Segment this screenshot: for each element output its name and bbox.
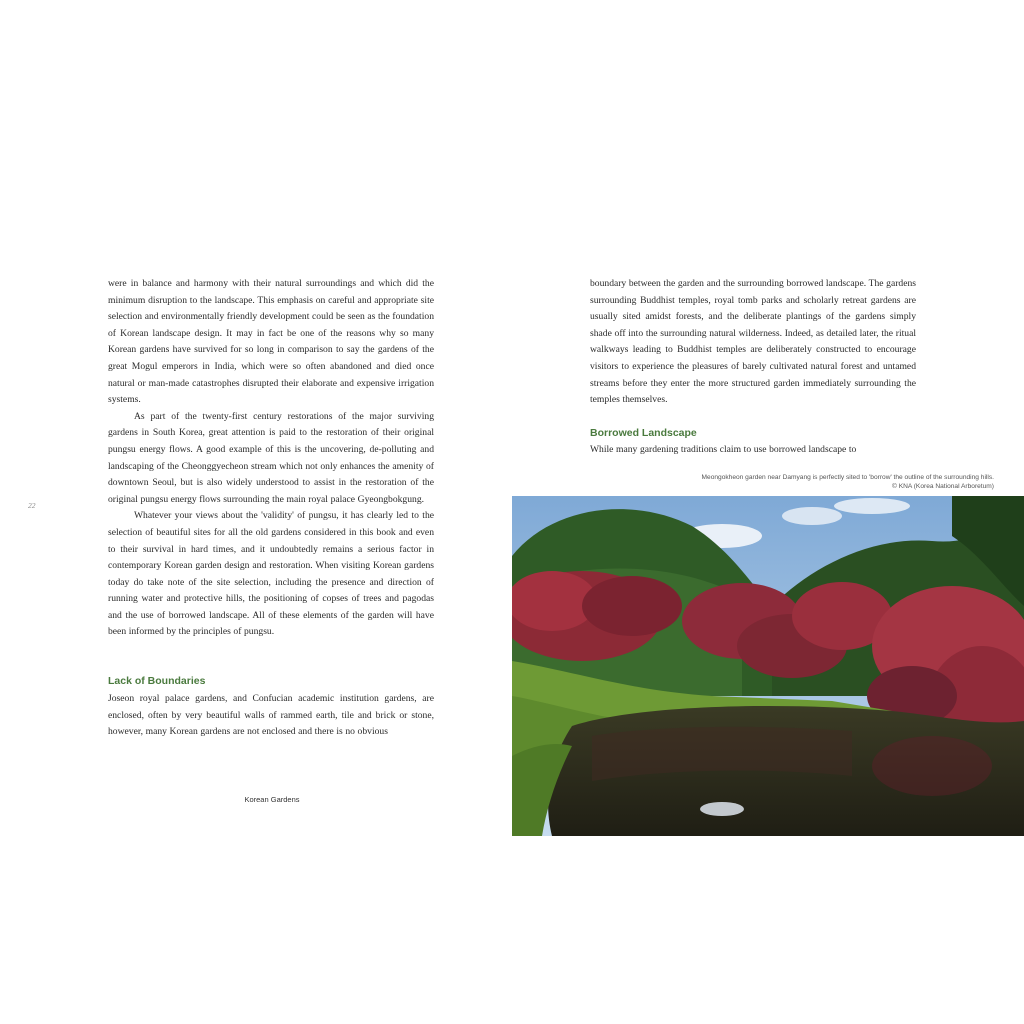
paragraph: While many gardening traditions claim to use borrowed landscape to (590, 444, 857, 455)
paragraph: Whatever your views about the 'validity' of pungsu, it has clearly led to the selection of beautiful sites for all the old gardens considered in this book and even to their survival in hard times, and it undoubtedly remains a serious factor in contemporary Korean garden design and restoration. When visiting Korean gardens today do take note of the site selection, including the presence and direction of running water and protective hills, the positioning of copses of trees and pagodas and the use of borrowed landscape. All of these elements of the garden will have been informed by the principles of pungsu. (108, 510, 434, 638)
section-heading-lack-of-boundaries: Lack of Boundaries (108, 675, 206, 687)
left-column-text (108, 276, 434, 641)
paragraph: Joseon royal palace gardens, and Confucian academic institution gardens, are enclosed, often by very beautiful walls of rammed earth, tile and brick or stone, however, many Korean gardens are not enclosed and there is no obvious (108, 693, 434, 738)
page-number: 22 (28, 501, 36, 510)
caption-text: Meongokheon garden near Damyang is perfectly sited to 'borrow' the outline of the surrounding hills. (701, 474, 994, 481)
running-footer: Korean Gardens (244, 795, 300, 804)
paragraph: As part of the twenty-first century restorations of the major surviving gardens in South Korea, great attention is paid to the restoration of their original pungsu energy flows. A good example of this is the uncovering, de-polluting and landscaping of the Cheonggyecheon stream which not only enhances the amenity of downtown Seoul, but is also widely understood to assist in the restoration of the original pungsu energy flows surrounding the main royal palace Gyeongbokgung. (108, 410, 434, 505)
section-heading-borrowed-landscape: Borrowed Landscape (590, 427, 697, 439)
right-column-text-continued (590, 442, 916, 459)
right-column-text (590, 276, 916, 409)
paragraph: were in balance and harmony with their natural surroundings and which did the minimum disruption to the landscape. This emphasis on careful and appropriate site selection and environmentally friendly development could be seen as the foundation of Korean landscape design. It may in fact be one of the reasons why so many Korean gardens have survived for so long in comparison to say the gardens of the great Mogul emperors in India, which were so often abandoned and died once natural or man-made catastrophes disrupted their elaborate and expensive irrigation systems. (108, 278, 434, 406)
photo-caption (594, 473, 994, 491)
paragraph: boundary between the garden and the surrounding borrowed landscape. The gardens surrounding Buddhist temples, royal tomb parks and scholarly retreat gardens are usually sited amidst forests, and the deliberate plantings of the gardens simply shade off into the surrounding natural wilderness. Indeed, as detailed later, the ritual walkways leading to Buddhist temples are deliberately constructed to encourage visitors to experience the pleasures of barely cultivated natural forest and untamed streams before they enter the more structured garden immediately surrounding the temples themselves. (590, 278, 916, 406)
photo-credit: © KNA (Korea National Arboretum) (892, 483, 994, 490)
left-column-text-continued (108, 691, 434, 741)
garden-photo (512, 496, 1024, 836)
